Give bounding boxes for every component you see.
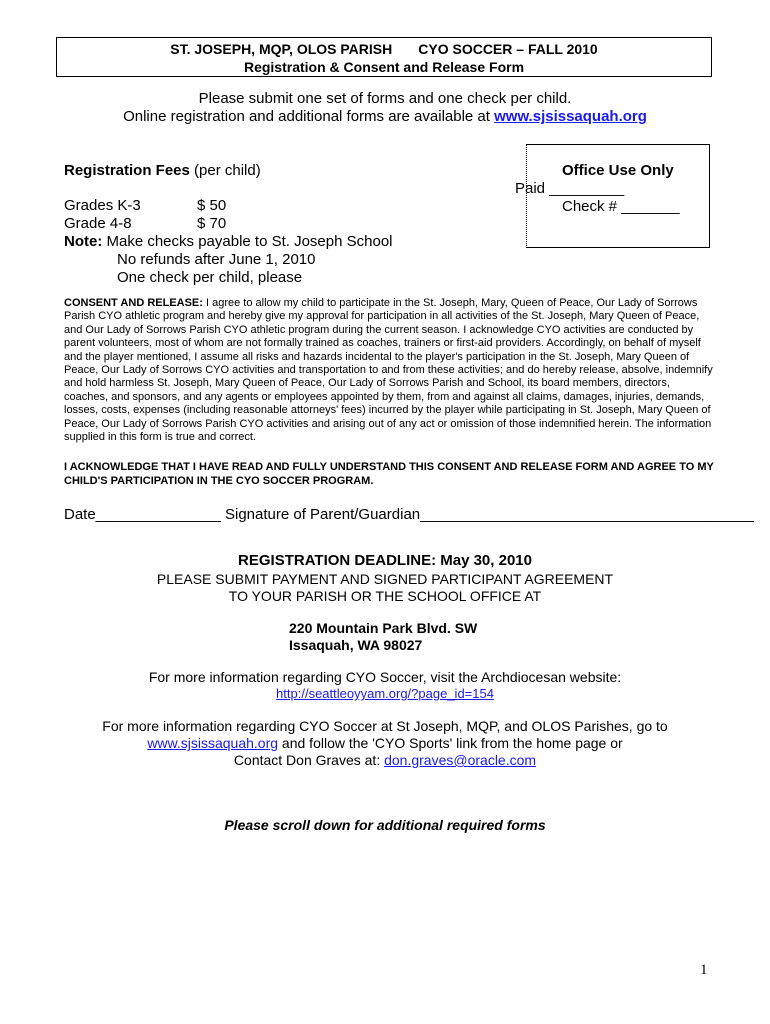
consent-text: I agree to allow my child to participate in the St. Joseph, Mary, Queen of Peace, Our Lady of Sorrows Parish CYO athletic program and hereby give my approval for participation in all activities of the St. Joseph, Mary Queen of Peace, and Our Lady of Sorrows Parish CYO athletic program during the current season. I acknowledge CYO activities are conducted by parent volunteers, most of whom are not formally trained as coaches, trainers or first-aid providers. Accordingly, on behalf of myself and the player mentioned, I assume all risks and hazards incidental to the player's participation in the St. Joseph, Mary Queen of Peace, Our Lady of Sorrows CYO activities and transportation to and from these activities; and do hereby release, absolve, indemnify and hold harmless St. Joseph, Mary Queen of Peace, Our Lady of Sorrows Parish and School, its board members, directors, coaches, and sponsors, and any agents or employees appointed by them, from and against all claims, damages, injuries, demands, losses, costs, expenses (including reasonable attorneys' fees) incurred by the player while participating in St. Joseph, Mary Queen of Peace, Our Lady of Sorrows Parish CYO activities and arising out of any act or omission of those indemnified herein. The information supplied in this form is true and correct. bbox=[64, 297, 713, 444]
office-paid-field: Paid _________ bbox=[515, 180, 625, 197]
consent-paragraph bbox=[64, 297, 714, 444]
contact-text: Contact Don Graves at: bbox=[233, 752, 385, 768]
intro-line-2 bbox=[0, 108, 770, 126]
header-program: CYO SOCCER – FALL 2010 bbox=[418, 41, 598, 57]
intro-line-1: Please submit one set of forms and one check per child. bbox=[198, 90, 572, 107]
header-line-1 bbox=[57, 40, 711, 58]
info-parish-line-2 bbox=[0, 735, 770, 751]
office-check-field: Check # _______ bbox=[562, 198, 680, 215]
archdiocese-link[interactable]: http://seattleoyyam.org/?page_id=154 bbox=[276, 686, 494, 701]
fees-note-line-2: No refunds after June 1, 2010 bbox=[117, 251, 316, 268]
signature-field: Signature of Parent/Guardian________________________________________ bbox=[225, 506, 754, 523]
fee-row bbox=[64, 215, 132, 233]
fee-label: Grades K-3 bbox=[64, 197, 141, 214]
info-parish-text: and follow the 'CYO Sports' link from the home page or bbox=[278, 735, 623, 751]
contact-email-link[interactable]: don.graves@oracle.com bbox=[384, 752, 537, 768]
fees-title: Registration Fees bbox=[64, 162, 190, 179]
deadline-line-1: PLEASE SUBMIT PAYMENT AND SIGNED PARTICIPANT AGREEMENT bbox=[156, 571, 614, 587]
archdiocese-link-line bbox=[0, 686, 770, 701]
deadline-line-2: TO YOUR PARISH OR THE SCHOOL OFFICE AT bbox=[228, 588, 542, 604]
fee-label: Grade 4-8 bbox=[64, 215, 132, 232]
website-link[interactable]: www.sjsissaquah.org bbox=[494, 108, 647, 125]
intro-text: Online registration and additional forms are available at bbox=[123, 108, 495, 125]
info-archdiocese: For more information regarding CYO Soccer, visit the Archdiocesan website: bbox=[148, 669, 622, 685]
fee-row bbox=[64, 197, 141, 215]
fee-amount: $ 70 bbox=[197, 215, 227, 232]
address-line-1: 220 Mountain Park Blvd. SW bbox=[289, 620, 478, 636]
signature-line bbox=[64, 506, 754, 524]
fees-note-line-3: One check per child, please bbox=[117, 269, 303, 286]
fees-note bbox=[64, 233, 393, 251]
header-parish: ST. JOSEPH, MQP, OLOS PARISH bbox=[170, 41, 393, 57]
parish-website-link[interactable]: www.sjsissaquah.org bbox=[147, 735, 279, 751]
header-line-2: Registration & Consent and Release Form bbox=[243, 59, 525, 75]
office-use-title: Office Use Only bbox=[562, 162, 674, 179]
date-field: Date_______________ bbox=[64, 506, 221, 523]
info-parish: For more information regarding CYO Soccer at St Joseph, MQP, and OLOS Parishes, go to bbox=[102, 718, 668, 734]
note-label: Note: bbox=[64, 233, 103, 250]
note-text: Make checks payable to St. Joseph School bbox=[102, 233, 393, 250]
address-line-2: Issaquah, WA 98027 bbox=[289, 637, 423, 653]
fees-title-suffix: (per child) bbox=[189, 162, 261, 179]
fees-title-line bbox=[64, 162, 261, 180]
form-header bbox=[56, 37, 712, 77]
contact-line bbox=[0, 752, 770, 768]
deadline-title: REGISTRATION DEADLINE: May 30, 2010 bbox=[238, 552, 532, 569]
acknowledgement: I ACKNOWLEDGE THAT I HAVE READ AND FULLY UNDERSTAND THIS CONSENT AND RELEASE FORM AND AGREE TO MY CHILD'S PARTICIPATION IN THE CYO SOCCER PROGRAM. bbox=[64, 461, 714, 487]
scroll-note: Please scroll down for additional required forms bbox=[224, 817, 546, 833]
consent-label: CONSENT AND RELEASE: bbox=[64, 297, 203, 309]
fee-amount: $ 50 bbox=[197, 197, 227, 214]
page-number: 1 bbox=[700, 962, 708, 978]
